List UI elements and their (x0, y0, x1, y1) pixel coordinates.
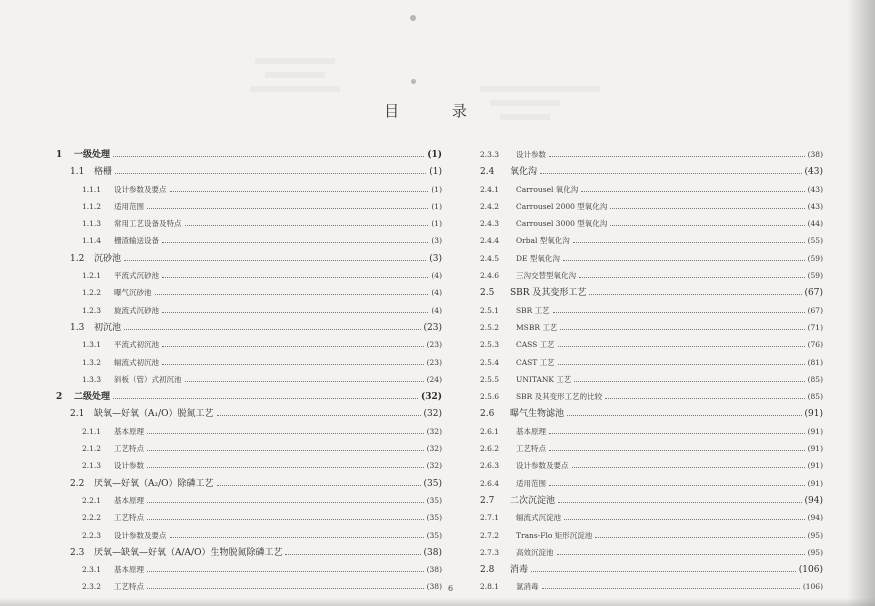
toc-entry-page: (38) (426, 565, 442, 575)
toc-entry-page: (94) (804, 495, 823, 506)
dot-leader (595, 527, 804, 538)
toc-entry-number: 2.2 (70, 478, 85, 489)
toc-entry-page: (38) (807, 150, 823, 159)
toc-entry (56, 146, 442, 163)
toc-entry-page: (24) (426, 374, 442, 384)
toc-entry (56, 527, 442, 544)
toc-entry (56, 284, 442, 301)
dot-leader (610, 198, 804, 209)
toc-entry-number: 2.4.5 (480, 253, 500, 263)
toc-entry-number: 2.3.2 (82, 582, 102, 592)
toc-entry-title: 一级处理 (74, 150, 111, 160)
toc-entry-title: Trans-Flo 矩形沉淀池 (516, 530, 593, 540)
toc-entry-title: 旋流式沉砂池 (114, 305, 159, 315)
toc-entry-title: SBR 工艺 (516, 305, 550, 315)
toc-entry-title: 高效沉淀池 (516, 547, 554, 557)
toc-entry-title: 工艺特点 (516, 444, 546, 454)
toc-entry (56, 423, 442, 440)
toc-entry-title: 辐流式沉淀池 (516, 513, 561, 523)
toc-entry-number: 2.4.6 (480, 271, 500, 281)
toc-entry-title: 栅渣输送设备 (114, 236, 159, 246)
toc-entry-number: 2.1.1 (82, 426, 102, 436)
toc-entry-number: 2.2.1 (82, 495, 102, 505)
toc-entry (480, 423, 823, 440)
toc-entry-page: (1) (431, 201, 442, 211)
toc-entry-title: 适用范围 (114, 201, 144, 211)
toc-entry-page: (67) (807, 305, 823, 315)
toc-entry-number: 2.6.1 (480, 426, 500, 436)
toc-entry-number: 2.4.1 (480, 184, 500, 194)
toc-left-column (56, 146, 442, 596)
toc-entry-page: (35) (426, 513, 442, 523)
toc-entry (480, 527, 823, 544)
toc-entry-title: 设计参数及要点 (516, 461, 569, 471)
toc-entry-title: 氯消毒 (516, 582, 539, 592)
toc-entry-title: 工艺特点 (114, 444, 144, 454)
toc-entry-number: 2.3.3 (480, 150, 500, 159)
toc-entry-title: SBR 及其变形工艺的比较 (516, 392, 603, 402)
toc-entry-number: 1.1.3 (82, 219, 102, 229)
dot-leader (162, 267, 428, 278)
toc-entry (56, 198, 442, 215)
toc-entry (480, 336, 823, 353)
toc-entry-page: (4) (431, 305, 442, 315)
dot-leader (605, 388, 804, 399)
toc-entry-title: 基本原理 (114, 426, 144, 436)
toc-entry-number: 2.6 (480, 409, 495, 420)
toc-entry (56, 163, 442, 180)
toc-entry-title: Carrousel 2000 型氧化沟 (516, 201, 608, 211)
dot-leader (579, 267, 805, 278)
dot-leader (557, 544, 805, 555)
toc-entry (56, 492, 442, 509)
toc-entry-page: (95) (807, 530, 823, 540)
toc-entry-number: 1.3.1 (82, 340, 102, 350)
toc-entry-title: 二级处理 (74, 392, 111, 403)
toc-entry-title: 消毒 (510, 565, 529, 576)
toc-entry-page: (59) (807, 271, 823, 281)
toc-entry-page: (35) (426, 530, 442, 540)
toc-entry-title: DE 型氧化沟 (516, 253, 560, 263)
toc-entry-page: (76) (807, 340, 823, 350)
toc-entry (56, 475, 442, 492)
toc-entry-title: Carrousel 氧化沟 (516, 184, 579, 194)
binding-hole-middle (411, 79, 416, 84)
toc-entry-page: (32) (426, 461, 442, 471)
toc-entry-title: 氧化沟 (510, 167, 538, 178)
toc-entry (480, 181, 823, 198)
toc-entry-page: (106) (802, 582, 823, 592)
toc-entry (480, 163, 823, 180)
toc-entry-title: 初沉池 (94, 322, 122, 333)
dot-leader (558, 336, 805, 347)
toc-entry-number: 2.1 (70, 409, 85, 420)
dot-leader (170, 527, 424, 538)
toc-entry (480, 284, 823, 301)
toc-entry-page: (1) (431, 184, 442, 194)
dot-leader (113, 388, 418, 399)
toc-entry-number: 2.8 (480, 565, 495, 576)
dot-leader (572, 457, 805, 468)
toc-entry-number: 1.1 (70, 167, 85, 178)
toc-entry-number: 1.1.2 (82, 201, 102, 211)
toc-entry-title: 三沟交替型氧化沟 (516, 271, 576, 281)
dot-leader (285, 544, 420, 555)
dot-leader (147, 457, 424, 468)
toc-entry (56, 561, 442, 578)
dot-leader (185, 371, 424, 382)
toc-entry-number: 2.1.2 (82, 444, 102, 454)
bleed-through-mark (480, 86, 600, 92)
toc-entry-number: 1.3.3 (82, 374, 102, 384)
scan-shadow-bottom (0, 598, 875, 606)
toc-entry-number: 2.2.3 (82, 530, 102, 540)
toc-entry (56, 319, 442, 336)
toc-entry-number: 2.4.2 (480, 201, 500, 211)
bleed-through-mark (250, 86, 340, 92)
dot-leader (147, 423, 424, 434)
toc-entry-page: (91) (807, 478, 823, 488)
dot-leader (549, 423, 805, 434)
toc-entry-number: 1.2.2 (82, 288, 102, 298)
toc-entry-page: (43) (804, 167, 823, 178)
dot-leader (558, 492, 802, 503)
dot-leader (162, 354, 424, 365)
toc-entry-page: (32) (426, 426, 442, 436)
toc-entry-number: 2.5.5 (480, 374, 500, 384)
toc-right-column (480, 146, 823, 596)
toc-entry (480, 267, 823, 284)
toc-entry (480, 354, 823, 371)
toc-entry-page: (4) (431, 271, 442, 281)
toc-entry (480, 146, 823, 163)
toc-entry-number: 1 (56, 150, 63, 160)
dot-leader (610, 215, 804, 226)
toc-entry-number: 1.1.1 (82, 184, 102, 194)
dot-leader (147, 561, 424, 572)
dot-leader (162, 302, 428, 313)
toc-entry-title: 基本原理 (516, 426, 546, 436)
dot-leader (155, 284, 429, 295)
toc-entry-title: 基本原理 (114, 495, 144, 505)
dot-leader (185, 215, 429, 226)
toc-entry-title: 设计参数 (114, 461, 144, 471)
toc-entry-title: 沉砂池 (94, 253, 122, 264)
toc-entry-number: 2.7.1 (480, 513, 500, 523)
dot-leader (553, 302, 805, 313)
toc-entry-title: SBR 及其变形工艺 (510, 288, 587, 299)
toc-entry-page: (91) (807, 444, 823, 454)
toc-entry-number: 1.2 (70, 253, 85, 264)
toc-entry (56, 457, 442, 474)
dot-leader (563, 250, 805, 261)
toc-entry-page: (3) (429, 253, 442, 264)
toc-entry (480, 440, 823, 457)
toc-entry-page: (71) (807, 322, 823, 332)
toc-entry-title: Carrousel 3000 型氧化沟 (516, 219, 608, 229)
toc-entry (480, 302, 823, 319)
toc-entry (56, 181, 442, 198)
dot-leader (124, 319, 421, 330)
dot-leader (567, 405, 802, 416)
dot-leader (564, 509, 805, 520)
bleed-through-mark (265, 72, 325, 78)
toc-entry-title: Orbal 型氧化沟 (516, 236, 570, 246)
toc-entry-page: (106) (798, 565, 823, 576)
toc-entry-page: (81) (807, 357, 823, 367)
dot-leader (115, 163, 426, 174)
toc-entry-page: (23) (423, 322, 442, 333)
toc-entry (480, 405, 823, 422)
toc-entry (480, 388, 823, 405)
bleed-through-mark (255, 58, 335, 64)
toc-entry-title: 设计参数 (516, 150, 546, 159)
toc-entry (56, 371, 442, 388)
toc-entry-number: 2.5.4 (480, 357, 500, 367)
dot-leader (113, 146, 424, 157)
toc-entry (56, 544, 442, 561)
toc-entry-number: 1.3 (70, 322, 85, 333)
toc-entry-title: 工艺特点 (114, 582, 144, 592)
toc-entry (56, 440, 442, 457)
toc-entry-page: (43) (807, 201, 823, 211)
toc-entry-title: 曝气沉砂池 (114, 288, 152, 298)
toc-entry (480, 509, 823, 526)
toc-entry (56, 336, 442, 353)
toc-entry-page: (43) (807, 184, 823, 194)
toc-entry-page: (85) (807, 374, 823, 384)
dot-leader (124, 250, 426, 261)
dot-leader (542, 578, 800, 589)
toc-entry-title: 设计参数及要点 (114, 184, 167, 194)
toc-entry-number: 2.3.1 (82, 565, 102, 575)
toc-entry-page: (38) (423, 547, 442, 558)
toc-entry-page: (91) (807, 426, 823, 436)
toc-entry (56, 509, 442, 526)
toc-entry (56, 267, 442, 284)
toc-entry (480, 492, 823, 509)
toc-entry-page: (85) (807, 392, 823, 402)
toc-entry-page: (95) (807, 547, 823, 557)
toc-entry-page: (91) (804, 409, 823, 420)
toc-entry (56, 354, 442, 371)
toc-entry (480, 578, 823, 595)
toc-entry-page: (3) (431, 236, 442, 246)
toc-entry-number: 2.6.4 (480, 478, 500, 488)
dot-leader (581, 181, 804, 192)
toc-entry-page: (32) (420, 392, 442, 403)
dot-leader (162, 232, 428, 243)
toc-entry (56, 405, 442, 422)
toc-entry-number: 2.6.2 (480, 444, 500, 454)
toc-entry (56, 232, 442, 249)
toc-entry-title: 平流式沉砂池 (114, 271, 159, 281)
toc-entry-number: 2.6.3 (480, 461, 500, 471)
toc-entry (480, 457, 823, 474)
toc-entry (56, 302, 442, 319)
dot-leader (573, 232, 805, 243)
toc-entry-title: 工艺特点 (114, 513, 144, 523)
toc-entry-number: 2.4.4 (480, 236, 500, 246)
toc-entry-page: (44) (807, 219, 823, 229)
dot-leader (147, 198, 428, 209)
toc-entry (56, 250, 442, 267)
toc-entry-page: (67) (804, 288, 823, 299)
toc-entry (480, 371, 823, 388)
dot-leader (549, 440, 805, 451)
toc-entry-page: (91) (807, 461, 823, 471)
toc-entry-number: 2.3 (70, 547, 85, 558)
toc-entry (480, 475, 823, 492)
toc-entry (56, 578, 442, 595)
toc-entry-number: 2.2.2 (82, 513, 102, 523)
page-title: 目 录 (384, 102, 491, 120)
toc-entry-number: 2.5.3 (480, 340, 500, 350)
toc-entry-number: 2.7 (480, 495, 495, 506)
toc-entry-page: (1) (431, 219, 442, 229)
dot-leader (549, 146, 805, 157)
toc-entry-number: 1.2.1 (82, 271, 102, 281)
toc-entry-title: 二次沉淀池 (510, 495, 556, 506)
toc-entry-page: (32) (423, 409, 442, 420)
toc-entry (480, 215, 823, 232)
page-number: 6 (448, 584, 454, 593)
toc-entry-page: (23) (426, 357, 442, 367)
toc-entry-page: (1) (429, 167, 442, 178)
toc-entry-number: 2 (56, 392, 63, 403)
toc-entry (480, 250, 823, 267)
toc-entry-page: (35) (423, 478, 442, 489)
toc-entry-number: 2.5.1 (480, 305, 500, 315)
toc-entry-title: UNITANK 工艺 (516, 374, 572, 384)
toc-entry-number: 1.3.2 (82, 357, 102, 367)
toc-entry-number: 2.4.3 (480, 219, 500, 229)
dot-leader (147, 509, 424, 520)
toc-entry-title: CASS 工艺 (516, 340, 555, 350)
dot-leader (147, 578, 424, 589)
toc-entry-page: (55) (807, 236, 823, 246)
toc-entry-page: (94) (807, 513, 823, 523)
toc-entry-title: 辐流式初沉池 (114, 357, 159, 367)
dot-leader (217, 475, 421, 486)
dot-leader (558, 354, 805, 365)
toc-entry-page: (59) (807, 253, 823, 263)
toc-entry-title: 曝气生物滤池 (510, 409, 565, 420)
dot-leader (531, 561, 796, 572)
dot-leader (147, 492, 424, 503)
dot-leader (589, 284, 801, 295)
toc-entry-title: CAST 工艺 (516, 357, 555, 367)
dot-leader (162, 336, 424, 347)
toc-entry-title: 厌氧—缺氧—好氧（A/A/O）生物脱氮除磷工艺 (94, 547, 283, 558)
binding-hole-top (410, 15, 416, 21)
dot-leader (574, 371, 804, 382)
toc-entry-title: 缺氧—好氧（A₁/O）脱氮工艺 (94, 409, 214, 420)
toc-entry-number: 1.2.3 (82, 305, 102, 315)
toc-entry-number: 2.1.3 (82, 461, 102, 471)
toc-entry (480, 232, 823, 249)
toc-entry-number: 2.5.2 (480, 322, 500, 332)
scan-shadow-right (847, 0, 875, 606)
toc-entry-title: 基本原理 (114, 565, 144, 575)
dot-leader (549, 475, 805, 486)
dot-leader (147, 440, 424, 451)
toc-entry (56, 215, 442, 232)
toc-entry-title: 设计参数及要点 (114, 530, 167, 540)
toc-entry-number: 2.8.1 (480, 582, 500, 592)
toc-entry-title: 格栅 (94, 167, 113, 178)
toc-entry-page: (32) (426, 444, 442, 454)
toc-entry-number: 2.7.3 (480, 547, 500, 557)
toc-entry-number: 2.4 (480, 167, 495, 178)
toc-entry-page: (4) (431, 288, 442, 298)
toc-entry (56, 388, 442, 405)
toc-entry-title: 常用工艺设备及特点 (114, 219, 182, 229)
dot-leader (540, 163, 802, 174)
toc-entry (480, 561, 823, 578)
toc-entry-page: (23) (426, 340, 442, 350)
toc-entry-title: 厌氧—好氧（A₂/O）除磷工艺 (94, 478, 214, 489)
toc-entry-title: 适用范围 (516, 478, 546, 488)
dot-leader (217, 405, 421, 416)
toc-entry (480, 198, 823, 215)
toc-entry-page: (35) (426, 495, 442, 505)
toc-entry-number: 1.1.4 (82, 236, 102, 246)
toc-entry (480, 544, 823, 561)
toc-entry-title: 平流式初沉池 (114, 340, 159, 350)
toc-entry-title: MSBR 工艺 (516, 322, 558, 332)
dot-leader (560, 319, 804, 330)
dot-leader (170, 181, 429, 192)
toc-entry-page: (1) (427, 150, 442, 160)
toc-entry-number: 2.5.6 (480, 392, 500, 402)
toc-entry-number: 2.7.2 (480, 530, 500, 540)
toc-entry-title: 斜板（管）式初沉池 (114, 374, 182, 384)
toc-entry (480, 319, 823, 336)
toc-entry-number: 2.5 (480, 288, 495, 299)
toc-entry-page: (38) (426, 582, 442, 592)
